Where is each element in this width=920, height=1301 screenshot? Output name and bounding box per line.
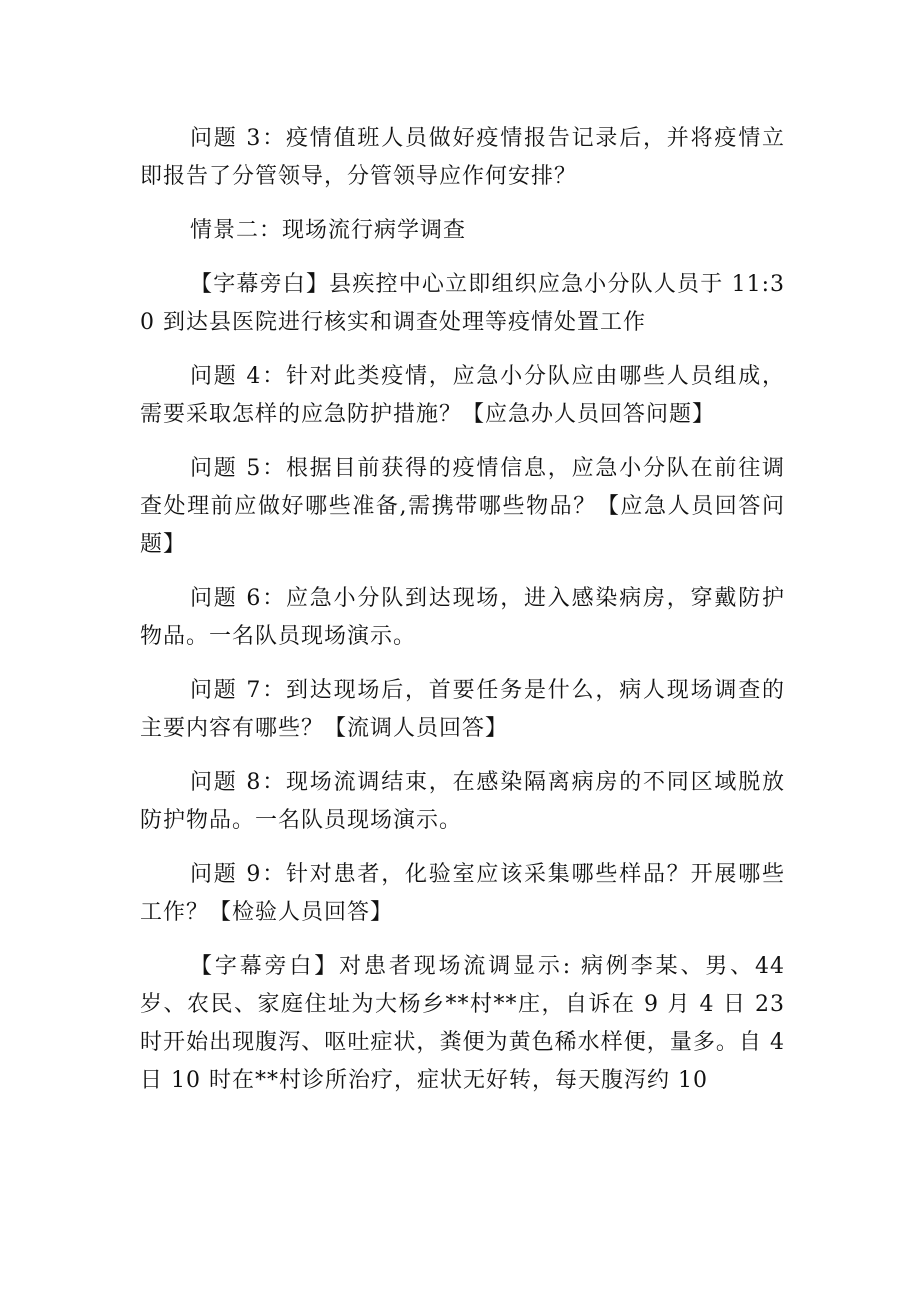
question-4-paragraph: 问题 4：针对此类疫情，应急小分队应由哪些人员组成，需要采取怎样的应急防护措施？【应急办人员回答问题】 [140,364,785,427]
question-7-paragraph: 问题 7：到达现场后，首要任务是什么，病人现场调查的主要内容有哪些？【流调人员回答】 [140,678,785,741]
narration-paragraph-1: 【字幕旁白】县疾控中心立即组织应急小分队人员于 11:30 到达县医院进行核实和调查处理等疫情处置工作 [140,272,785,335]
question-5-paragraph: 问题 5：根据目前获得的疫情信息，应急小分队在前往调查处理前应做好哪些准备,需携带哪些物品？【应急人员回答问题】 [140,456,785,557]
scenario-2-heading: 情景二：现场流行病学调查 [190,218,467,243]
narration-paragraph-2: 【字幕旁白】对患者现场流调显示: 病例李某、男、44 岁、农民、家庭住址为大杨乡**村**庄，自诉在 9 月 4 日 23 时开始出现腹泻、呕吐症状，粪便为黄色稀水样便，量多。自 4 日 10 时在**村诊所治疗，症状无好转，每天腹泻约 10 [140,954,785,1093]
question-3-paragraph: 问题 3：疫情值班人员做好疫情报告记录后，并将疫情立即报告了分管领导，分管领导应作何安排？ [140,126,785,189]
document-body [140,120,785,1116]
question-6-paragraph: 问题 6：应急小分队到达现场，进入感染病房，穿戴防护物品。一名队员现场演示。 [140,586,785,649]
question-9-paragraph: 问题 9：针对患者，化验室应该采集哪些样品？开展哪些工作？【检验人员回答】 [140,862,785,925]
question-8-paragraph: 问题 8：现场流调结束，在感染隔离病房的不同区域脱放防护物品。一名队员现场演示。 [140,770,785,833]
